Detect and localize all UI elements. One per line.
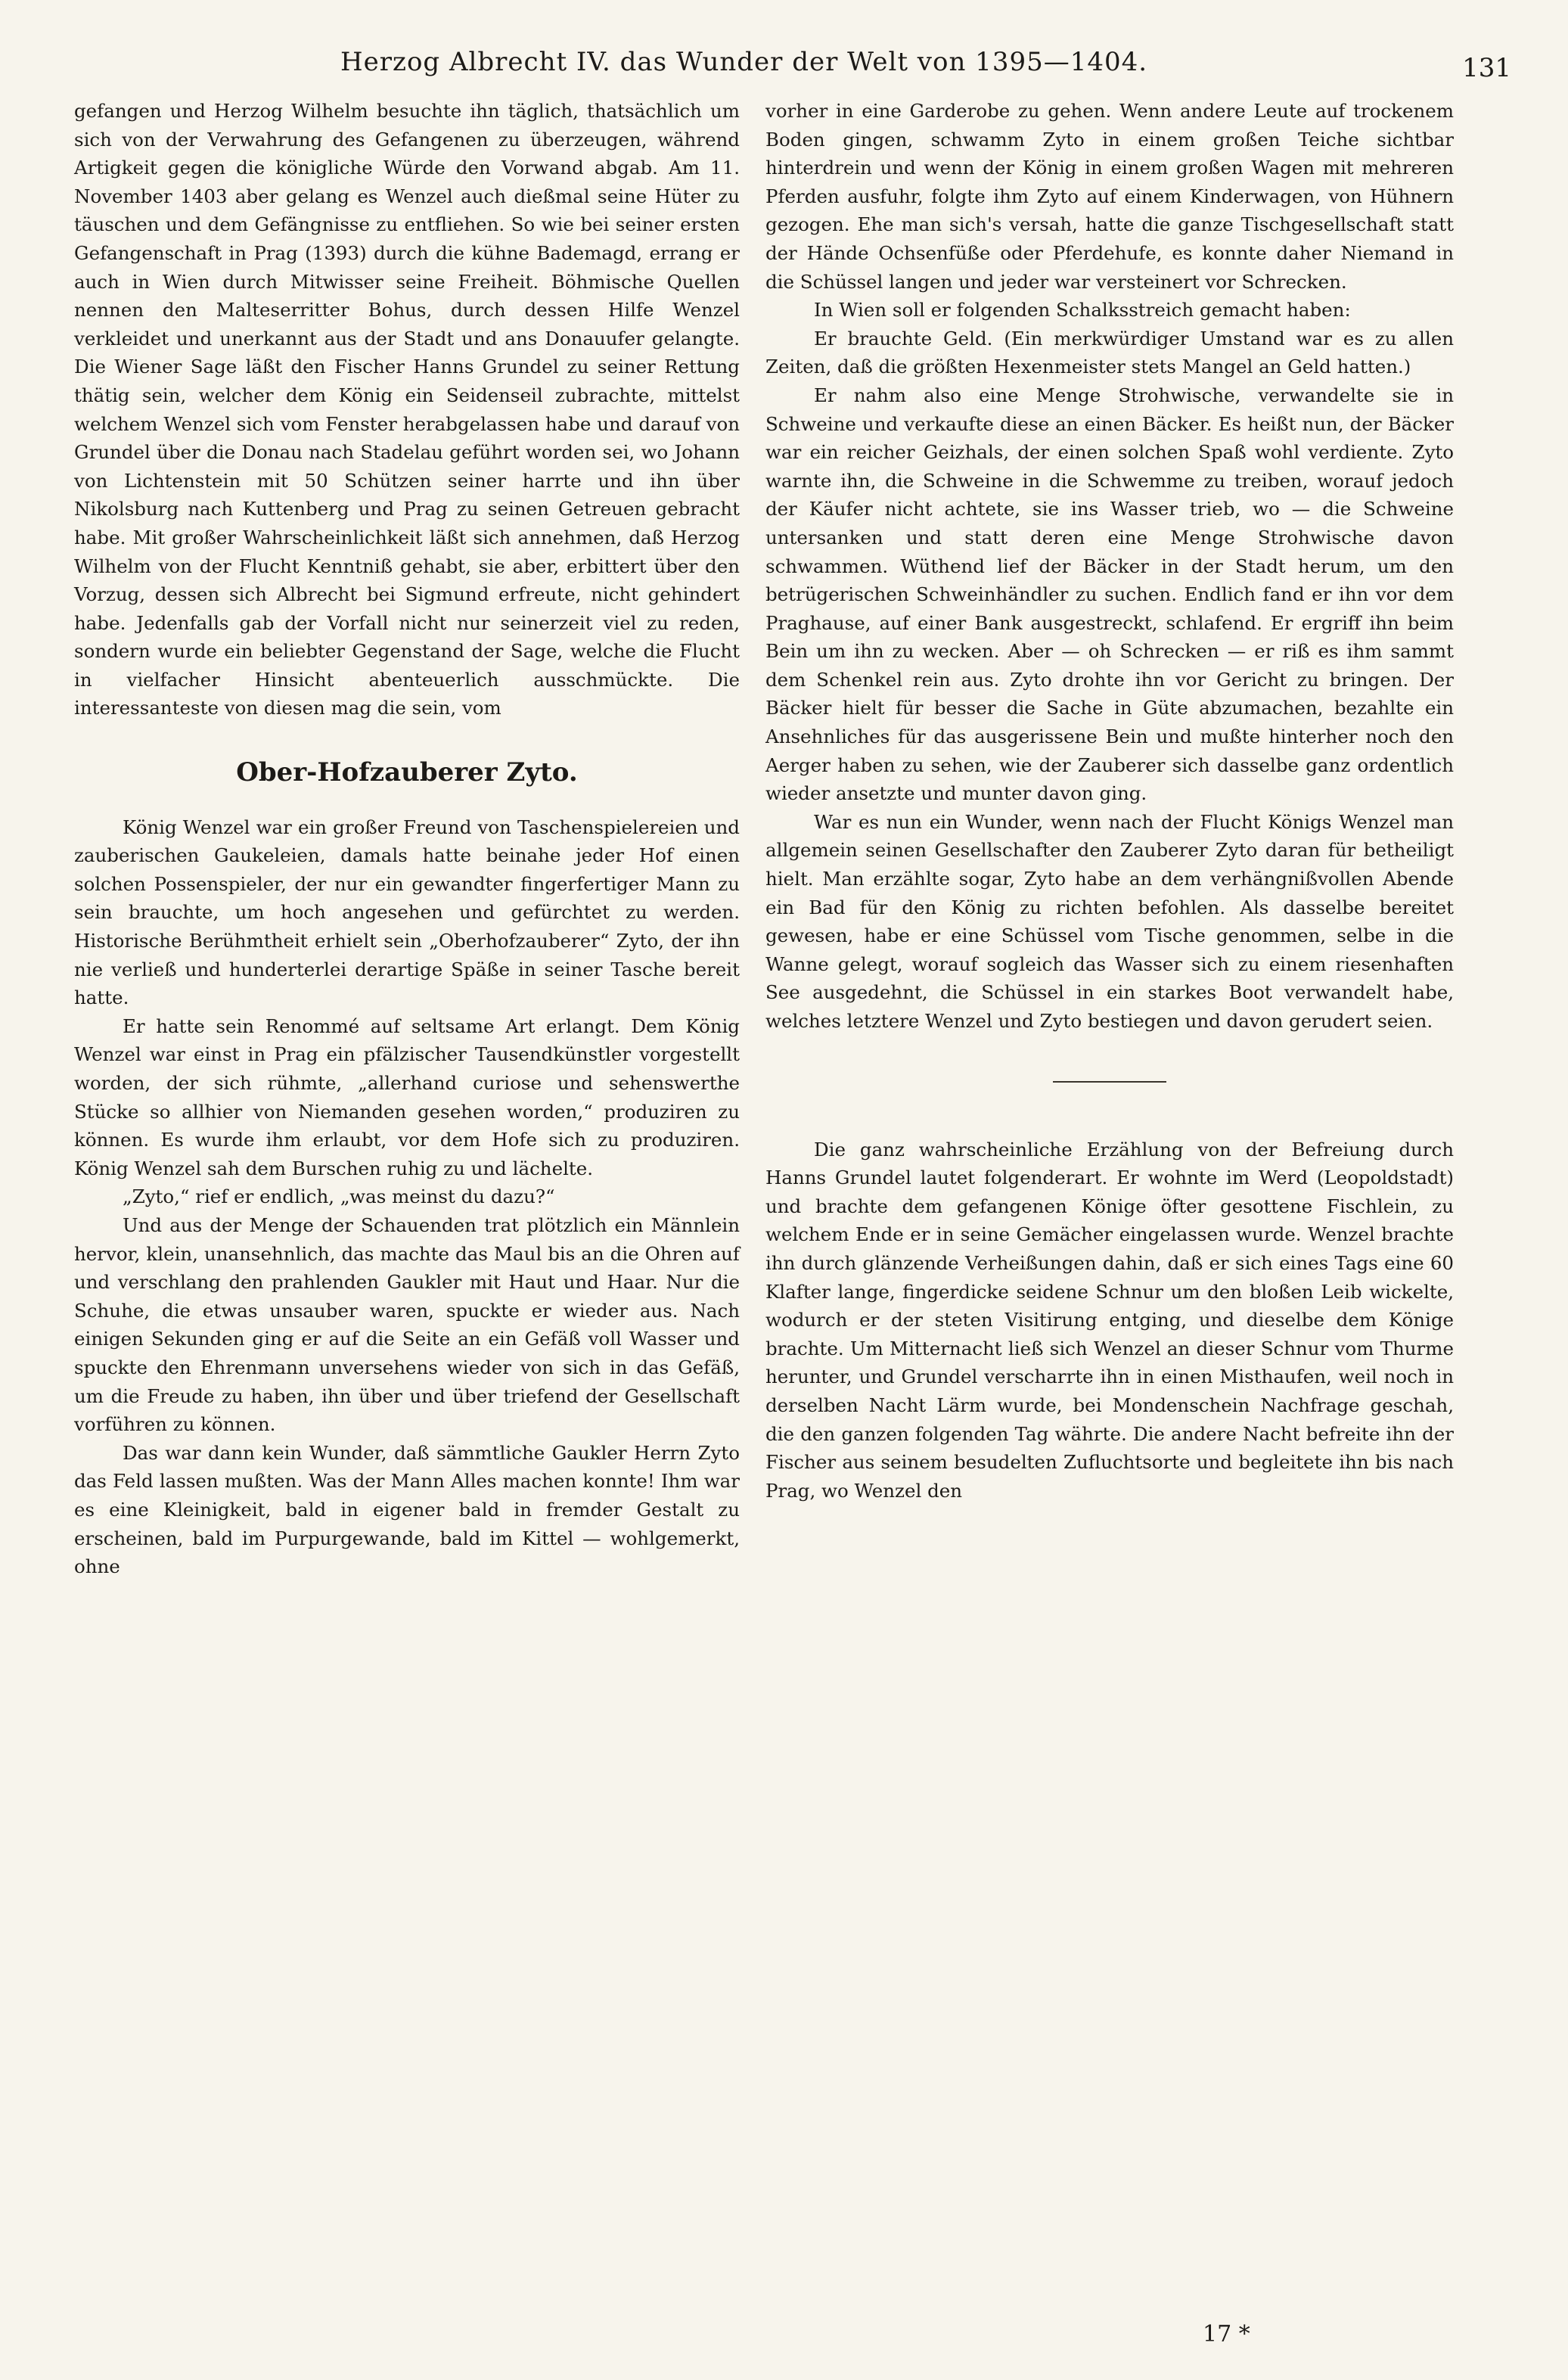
page-number: 131 — [1462, 53, 1511, 83]
page-header — [0, 47, 1568, 92]
paragraph: Die ganz wahrscheinliche Erzählung von der Befreiung durch Hanns Grundel lautet folgenderart. Er wohnte im Werd (Leopoldstadt) und brachte dem gefangenen Könige öfter gesottene Fischlein, zu welchem Ende er in seine Gemächer eingelassen wurde. Wenzel brachte ihn durch glänzende Verheißungen dahin, daß er sich eines Tags eine 60 Klafter lange, fingerdicke seidene Schnur um den bloßen Leib wickelte, wodurch er der steten Visitirung entging, und dieselbe dem Könige brachte. Um Mitternacht ließ sich Wenzel an dieser Schnur vom Thurme herunter, und Grundel verscharrte ihn in einen Misthaufen, weil noch in derselben Nacht Lärm wurde, bei Mondenschein Nachfrage geschah, die den ganzen folgenden Tag währte. Die andere Nacht befreite ihn der Fischer aus seinem besudelten Zufluchtsorte und begleitete ihn bis nach Prag, wo Wenzel den — [765, 1138, 1454, 1502]
paragraph: In Wien soll er folgenden Schalksstreich gemacht haben: — [814, 299, 1351, 322]
paragraph: Er hatte sein Renommé auf seltsame Art erlangt. Dem König Wenzel war einst in Prag ein pfälzischer Tausendkünstler vorgestellt worden, der sich rühmte, „allerhand curiose und sehenswerthe Stücke so allhier von Niemanden gesehen worden,“ produziren zu können. Es wurde ihm erlaubt, vor dem Hofe sich zu produziren. König Wenzel sah dem Burschen ruhig zu und lächelte. — [74, 1014, 740, 1179]
paragraph: War es nun ein Wunder, wenn nach der Flucht Königs Wenzel man allgemein seinen Gesellschafter den Zauberer Zyto daran für betheiligt hielt. Man erzählte sogar, Zyto habe an dem verhängnißvollen Abende ein Bad für den König zu richten befohlen. Als dasselbe bereitet gewesen, habe er eine Schüssel vom Tische genommen, selbe in die Wanne gelegt, worauf sogleich das Wasser sich zu einem riesenhaften See ausgedehnt, die Schüssel in ein starkes Boot verwandelt habe, welches letztere Wenzel und Zyto bestiegen und davon gerudert seien. — [765, 810, 1454, 1032]
section-divider — [1053, 1081, 1166, 1083]
left-column — [74, 97, 740, 1581]
paragraph: Er nahm also eine Menge Strohwische, verwandelte sie in Schweine und verkaufte diese an einen Bäcker. Es heißt nun, der Bäcker war ein reicher Geizhals, der einen solchen Spaß wohl verdiente. Zyto warnte ihn, die Schweine in die Schwemme zu treiben, worauf jedoch der Käufer nicht achtete, sie ins Wasser trieb, wo — die Schweine untersanken und statt deren eine Menge Strohwische davon schwammen. Wüthend lief der Bäcker in der Stadt herum, um den betrügerischen Schweinhändler zu suchen. Endlich fand er ihn vor dem Praghause, auf einer Bank ausgestreckt, schlafend. Er ergriff ihn beim Bein um ihn zu wecken. Aber — oh Schrecken — er riß es ihm sammt dem Schenkel rein aus. Zyto drohte ihn vor Gericht zu bringen. Der Bäcker hielt für besser die Sache in Güte abzumachen, bezahlte ein Ansehnliches für das ausgerissene Bein und mußte hinterher noch den Aerger haben zu sehen, wie der Zauberer sich dasselbe ganz ordentlich wieder ansetzte und munter davon ging. — [765, 384, 1454, 805]
paragraph: gefangen und Herzog Wilhelm besuchte ihn täglich, thatsächlich um sich von der Verwahrung des Gefangenen zu überzeugen, während Artigkeit gegen die königliche Würde den Vorwand abgab. Am 11. November 1403 aber gelang es Wenzel auch dießmal seine Hüter zu täuschen und dem Gefängnisse zu entfliehen. So wie bei seiner ersten Gefangenschaft in Prag (1393) durch die kühne Bademagd, errang er auch in Wien durch Mitwisser seine Freiheit. Böhmische Quellen nennen den Malteserritter Bohus, durch dessen Hilfe Wenzel verkleidet und unerkannt aus der Stadt und ans Donauufer gelangte. Die Wiener Sage läßt den Fischer Hanns Grundel zu seiner Rettung thätig sein, welcher dem König ein Seidenseil zubrachte, mittelst welchem Wenzel sich vom Fenster herabgelassen habe und darauf von Grundel über die Donau nach Stadelau geführt worden sei, wo Johann von Lichtenstein mit 50 Schützen seiner harrte und ihn über Nikolsburg nach Kuttenberg und Prag zu seinen Getreuen gebracht habe. Mit großer Wahrscheinlichkeit läßt sich annehmen, daß Herzog Wilhelm von der Flucht Kenntniß gehabt, sie aber, erbittert über den Vorzug, dessen sich Albrecht bei Sigmund erfreute, nicht gehindert habe. Jedenfalls gab der Vorfall nicht nur seinerzeit viel zu reden, sondern wurde ein beliebter Gegenstand der Sage, welche die Flucht in vielfacher Hinsicht abenteuerlich ausschmückte. Die interessanteste von diesen mag die sein, vom — [74, 100, 740, 719]
right-column — [765, 97, 1454, 1505]
paragraph: Und aus der Menge der Schauenden trat plötzlich ein Männlein hervor, klein, unansehnlich, das machte das Maul bis an die Ohren auf und verschlang den prahlenden Gaukler mit Haut und Haar. Nur die Schuhe, die etwas unsauber waren, spuckte er wieder aus. Nach einigen Sekunden ging er auf die Seite an ein Gefäß voll Wasser und spuckte den Ehrenmann unversehens wieder von sich in das Gefäß, um die Freude zu haben, ihn über und über triefend der Gesellschaft vorführen zu können. — [74, 1213, 740, 1436]
running-head: Herzog Albrecht IV. das Wunder der Welt von 1395—1404. — [340, 47, 1148, 77]
paragraph: „Zyto,“ rief er endlich, „was meinst du dazu?“ — [123, 1185, 555, 1208]
paragraph: Das war dann kein Wunder, daß sämmtliche Gaukler Herrn Zyto das Feld lassen mußten. Was der Mann Alles machen konnte! Ihm war es eine Kleinigkeit, bald in eigener bald in fremder Gestalt zu erscheinen, bald im Purpurgewande, bald im Kittel — wohlgemerkt, ohne — [74, 1441, 740, 1578]
paragraph: vorher in eine Garderobe zu gehen. Wenn andere Leute auf trockenem Boden gingen, schwamm Zyto in einem großen Teiche sichtbar hinterdrein und wenn der König in einem großen Wagen mit mehreren Pferden ausfuhr, folgte ihm Zyto auf einem Kinderwagen, von Hühnern gezogen. Ehe man sich's versah, hatte die ganze Tischgesellschaft statt der Hände Ochsenfüße oder Pferdehufe, es konnte daher Niemand in die Schüssel langen und jeder war versteinert vor Schrecken. — [765, 100, 1454, 293]
section-title: Ober-Hofzauberer Zyto. — [236, 757, 578, 788]
paragraph: Er brauchte Geld. (Ein merkwürdiger Umstand war es zu allen Zeiten, daß die größten Hexenmeister stets Mangel an Geld hatten.) — [765, 327, 1454, 378]
paragraph: König Wenzel war ein großer Freund von Taschenspielereien und zauberischen Gaukeleien, damals hatte beinahe jeder Hof einen solchen Possenspieler, der nur ein gewandter fingerfertiger Mann zu sein brauchte, um hoch angesehen und gefürchtet zu werden. Historische Berühmtheit erhielt sein „Oberhofzauberer“ Zyto, der ihn nie verließ und hunderterlei derartige Späße in seiner Tasche bereit hatte. — [74, 816, 740, 1009]
signature-mark: 17 * — [1203, 2321, 1250, 2347]
